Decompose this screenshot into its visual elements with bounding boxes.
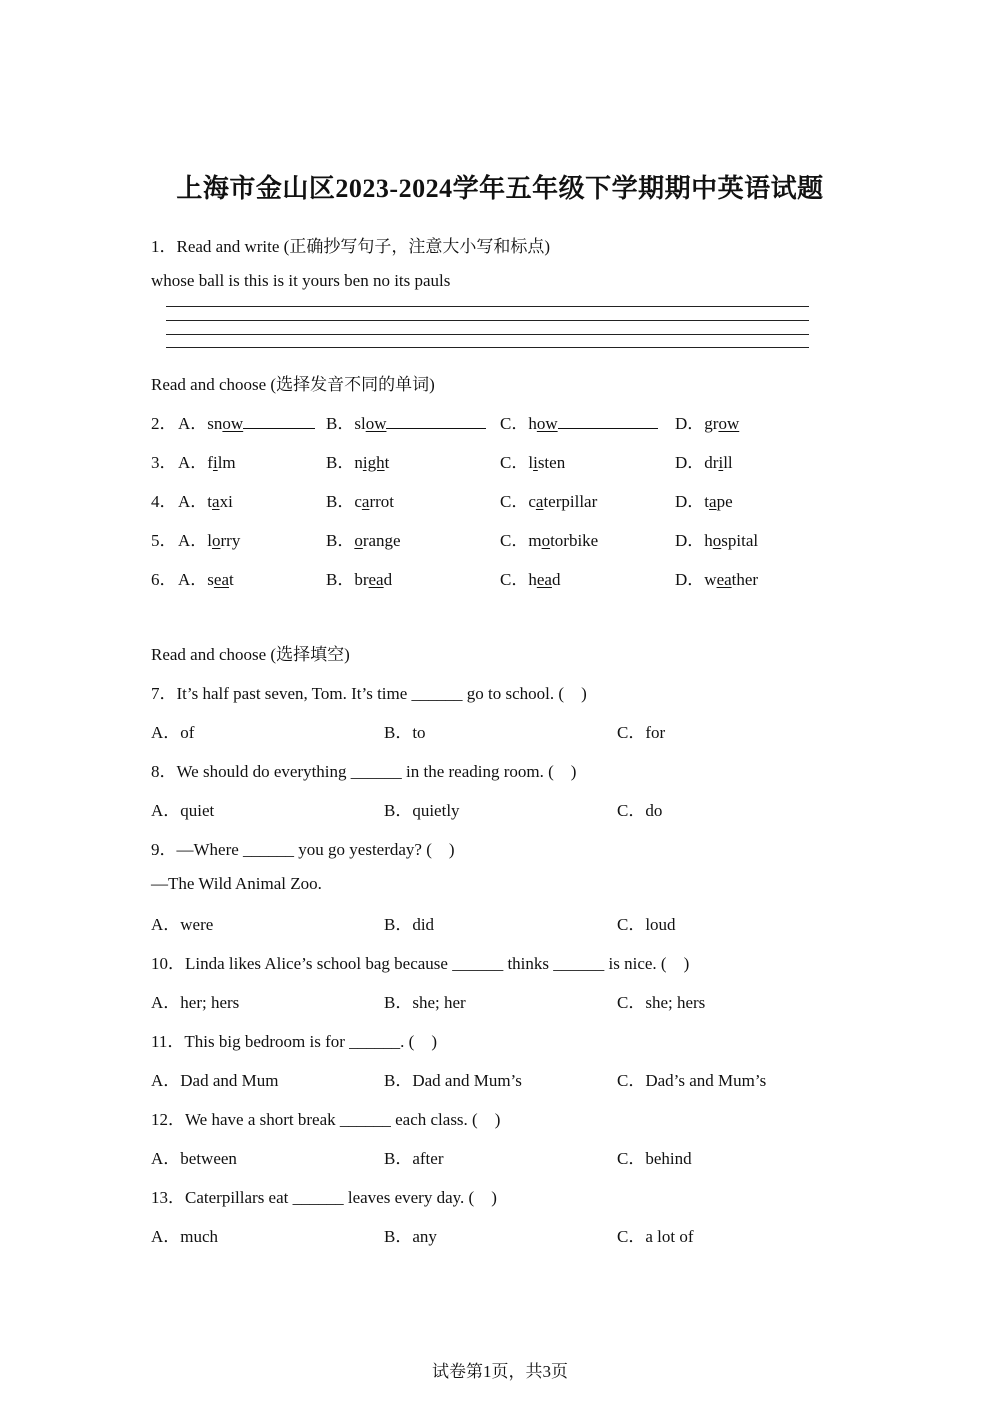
option-label: D． [675,492,705,511]
choice-option[interactable]: A．Dad and Mum [151,1071,279,1090]
underlined-letters: ow [222,414,244,433]
option-word: lorry [207,531,241,550]
phonics-option[interactable] [675,448,733,473]
choice-option[interactable]: C．do [617,801,663,820]
underlined-letters: ea [716,570,732,589]
underlined-letters: ow [365,414,387,433]
choice-option[interactable]: A．much [151,1227,219,1246]
option-label: B． [326,492,355,511]
option-word: listen [528,453,566,472]
phonics-option[interactable] [675,526,758,551]
phonics-option[interactable] [326,409,486,434]
underlined-letters: o [712,531,722,550]
choice-option[interactable]: A．quiet [151,801,215,820]
option-label: A． [178,531,208,550]
option-word: night [354,453,390,472]
phonics-option[interactable] [326,487,394,512]
choice-option[interactable]: A．were [151,915,214,934]
section-choice-heading: Read and choose (选择填空) [151,645,350,664]
option-label: D． [675,570,705,589]
underlined-letters: o [541,531,551,550]
phonics-option[interactable] [178,487,233,512]
choice-option[interactable]: C．a lot of [617,1227,694,1246]
option-word: film [207,453,236,472]
choice-option[interactable]: B．to [384,723,426,742]
option-label: D． [675,414,705,433]
option-label: B． [326,531,355,550]
answer-blank [558,414,658,429]
writing-line [166,320,809,321]
option-word: bread [354,570,393,589]
phonics-option[interactable] [675,409,739,434]
choice-option[interactable]: C．for [617,723,666,742]
question-stem: 10．Linda likes Alice’s school bag because ______ thinks ______ is nice. ( ) [151,954,690,973]
option-label: D． [675,453,705,472]
phonics-option[interactable] [500,448,565,473]
underlined-letters: ow [536,414,558,433]
option-label: A． [178,414,208,433]
phonics-option[interactable] [326,526,401,551]
underlined-letters: i [533,453,538,472]
option-label: C． [500,531,529,550]
phonics-option[interactable] [500,487,597,512]
option-label: A． [178,453,208,472]
q1-sentence: whose ball is this is it yours ben no its pauls [151,271,451,290]
question-stem: 9．—Where ______ you go yesterday? ( ) [151,840,455,859]
underlined-letters: ow [718,414,740,433]
choice-option[interactable]: A．of [151,723,195,742]
question-stem: 7．It’s half past seven, Tom. It’s time ______ go to school. ( ) [151,684,587,703]
phonics-option[interactable] [326,565,392,590]
question-stem: 12．We have a short break ______ each class. ( ) [151,1110,501,1129]
option-word: weather [704,570,759,589]
phonics-option[interactable] [500,526,598,551]
writing-line [166,334,809,335]
underlined-letters: ea [536,570,552,589]
option-label: C． [500,414,529,433]
underlined-letters: o [212,531,221,550]
choice-option[interactable]: B．she; her [384,993,466,1012]
option-word: drill [704,453,733,472]
choice-option[interactable]: B．did [384,915,435,934]
page-title: 上海市金山区2023-2024学年五年级下学期期中英语试题 [176,174,824,203]
question-number: 2． [151,414,177,433]
option-word: taxi [207,492,233,511]
underlined-letters: a [212,492,220,511]
underlined-letters: ea [213,570,229,589]
phonics-option[interactable] [500,565,560,590]
question-answer-line: —The Wild Animal Zoo. [151,874,322,893]
option-label: C． [500,570,529,589]
q1-heading: 1．Read and write (正确抄写句子，注意大小写和标点) [151,237,550,256]
section-phonics-heading: Read and choose (选择发音不同的单词) [151,375,435,394]
phonics-option[interactable] [500,409,658,434]
choice-option[interactable]: B．quietly [384,801,460,820]
phonics-option[interactable] [178,565,234,590]
choice-option[interactable]: C．loud [617,915,676,934]
question-number: 6． [151,570,177,589]
choice-option[interactable]: B．Dad and Mum’s [384,1071,522,1090]
question-stem: 13．Caterpillars eat ______ leaves every day. ( ) [151,1188,497,1207]
option-word: how [528,414,657,433]
option-word: grow [704,414,740,433]
option-label: C． [500,492,529,511]
choice-option[interactable]: B．after [384,1149,444,1168]
answer-blank [243,414,315,429]
option-label: C． [500,453,529,472]
option-label: B． [326,453,355,472]
option-word: head [528,570,561,589]
option-word: slow [354,414,486,433]
option-word: snow [207,414,315,433]
option-word: seat [207,570,234,589]
underlined-letters: a [709,492,717,511]
phonics-option[interactable] [178,409,315,434]
choice-option[interactable]: C．she; hers [617,993,706,1012]
underlined-letters: i [718,453,724,472]
choice-option[interactable]: B．any [384,1227,437,1246]
choice-option[interactable]: C．Dad’s and Mum’s [617,1071,767,1090]
question-stem: 8．We should do everything ______ in the reading room. ( ) [151,762,577,781]
option-word: orange [354,531,401,550]
question-number: 4． [151,492,177,511]
question-number: 5． [151,531,177,550]
choice-option[interactable]: A．between [151,1149,237,1168]
phonics-option[interactable] [326,448,389,473]
option-label: D． [675,531,705,550]
phonics-option[interactable] [675,487,733,512]
option-word: hospital [704,531,759,550]
underlined-letters: ea [368,570,384,589]
choice-option[interactable]: C．behind [617,1149,692,1168]
option-label: B． [326,570,355,589]
question-stem: 11．This big bedroom is for ______. ( ) [151,1032,437,1051]
question-number: 3． [151,453,177,472]
page-footer: 试卷第1页，共3页 [432,1362,568,1381]
underlined-letters: a [535,492,544,511]
phonics-option[interactable] [178,526,240,551]
answer-blank [386,414,486,429]
option-word: tape [704,492,733,511]
choice-option[interactable]: A．her; hers [151,993,240,1012]
writing-line [166,306,809,307]
phonics-option[interactable] [675,565,758,590]
underlined-letters: igh [362,453,385,472]
underlined-letters: i [212,453,218,472]
underlined-letters: o [354,531,363,550]
phonics-option[interactable] [178,448,236,473]
option-word: carrot [354,492,394,511]
underlined-letters: a [361,492,370,511]
option-label: A． [178,492,208,511]
option-label: A． [178,570,208,589]
option-word: motorbike [528,531,599,550]
option-label: B． [326,414,355,433]
option-word: caterpillar [528,492,598,511]
writing-line [166,347,809,348]
